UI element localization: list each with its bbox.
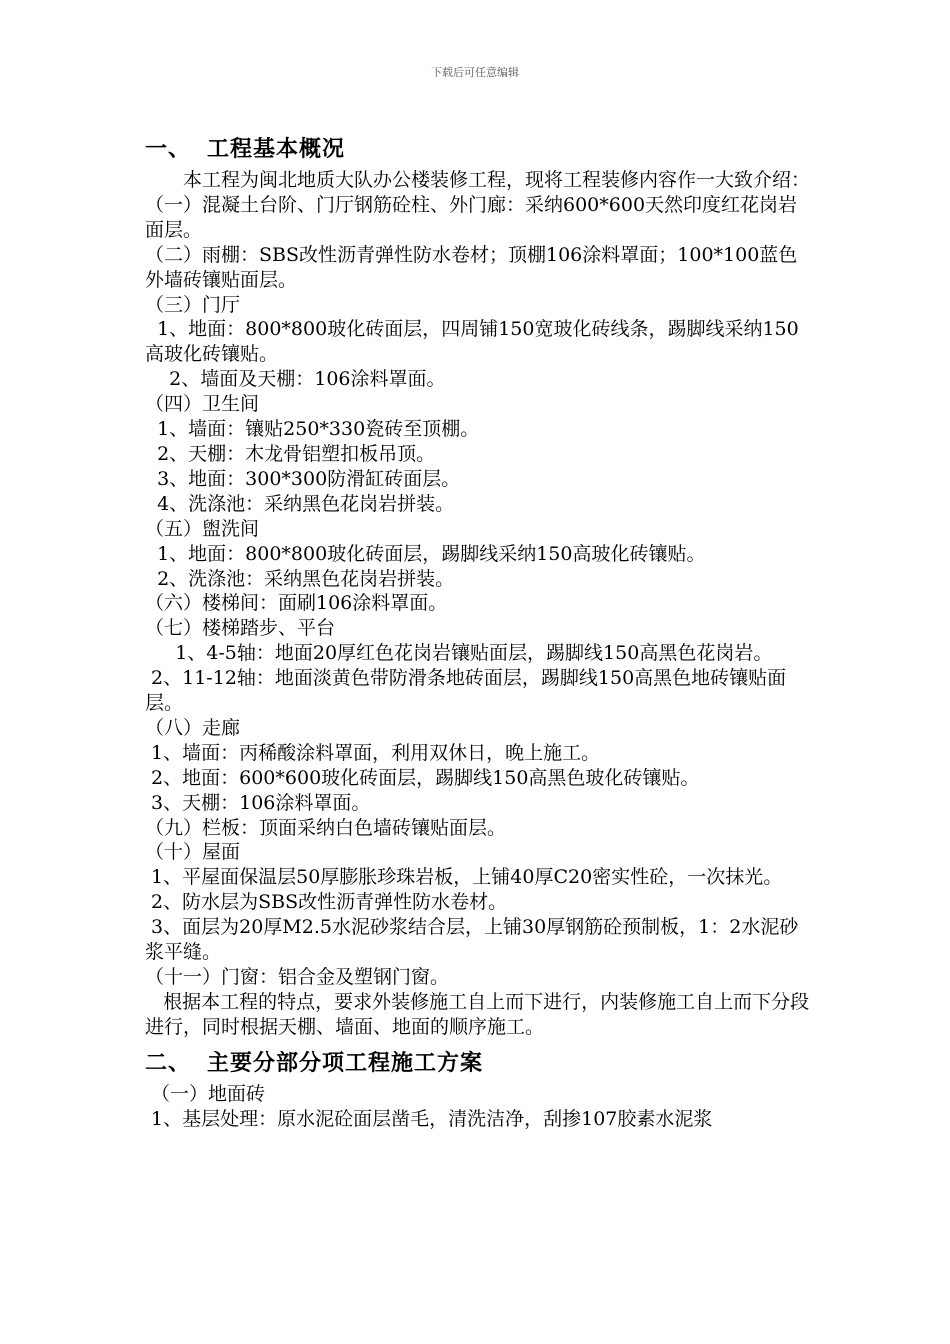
paragraph: （五）盥洗间 — [145, 517, 260, 540]
paragraph: 1、地面：800*800玻化砖面层，踢脚线采纳150高玻化砖镶贴。 — [145, 542, 706, 565]
paragraph: 1、墙面：丙稀酸涂料罩面，利用双休日，晚上施工。 — [145, 741, 601, 764]
paragraph: 3、天棚：106涂料罩面。 — [145, 791, 371, 814]
paragraph: 本工程为闽北地质大队办公楼装修工程，现将工程装修内容作一大致介绍： — [145, 169, 811, 191]
document-body — [145, 132, 815, 1132]
page-header: 下载后可任意编辑 — [431, 66, 519, 79]
paragraph: （三）门厅 — [145, 293, 241, 316]
section-heading-1 — [145, 132, 815, 168]
paragraph: 根据本工程的特点，要求外装修施工自上而下进行，内装修施工自上而下分段进行，同时根据天棚、墙面、地面的顺序施工。 — [145, 990, 810, 1038]
paragraph: （四）卫生间 — [145, 393, 260, 416]
paragraph: （二）雨棚：SBS改性沥青弹性防水卷材；顶棚106涂料罩面；100*100蓝色外墙砖镶贴面层。 — [145, 243, 798, 291]
paragraph: （十一）门窗：铝合金及塑钢门窗。 — [145, 966, 450, 988]
paragraph: 1、平屋面保温层50厚膨胀珍珠岩板，上铺40厚C20密实性砼，一次抹光。 — [145, 866, 783, 889]
paragraph: （六）楼梯间：面刷106涂料罩面。 — [145, 592, 448, 615]
section-2-text — [145, 1082, 815, 1132]
paragraph: 3、地面：300*300防滑缸砖面层。 — [145, 467, 461, 490]
paragraph: （十）屋面 — [145, 841, 241, 864]
paragraph: 2、天棚：木龙骨铝塑扣板吊顶。 — [145, 442, 436, 465]
paragraph: （一）混凝土台阶、门厅钢筋砼柱、外门廊：采纳600*600天然印度红花岗岩面层。 — [145, 193, 798, 241]
section-number: 二、 — [145, 1050, 192, 1076]
section-number: 一、 — [145, 137, 192, 162]
paragraph: （一）地面砖 — [145, 1082, 266, 1105]
section-title: 主要分部分项工程施工方案 — [207, 1050, 484, 1076]
paragraph: 4、洗涤池：采纳黑色花岗岩拼装。 — [145, 492, 455, 515]
paragraph: 3、面层为20厚M2.5水泥砂浆结合层，上铺30厚钢筋砼预制板，1：2水泥砂浆平缝。 — [145, 916, 799, 964]
paragraph: 2、11-12轴：地面淡黄色带防滑条地砖面层，踢脚线150高黑色地砖镶贴面层。 — [145, 667, 787, 715]
section-title: 工程基本概况 — [207, 137, 346, 162]
paragraph: 2、防水层为SBS改性沥青弹性防水卷材。 — [145, 891, 508, 914]
paragraph: （七）楼梯踏步、平台 — [145, 617, 336, 640]
paragraph: 2、墙面及天棚：106涂料罩面。 — [145, 368, 446, 391]
paragraph: 2、洗涤池：采纳黑色花岗岩拼装。 — [145, 567, 455, 590]
section-heading-2 — [145, 1046, 815, 1082]
paragraph: 1、4-5轴：地面20厚红色花岗岩镶贴面层，踢脚线150高黑色花岗岩。 — [145, 642, 773, 665]
paragraph: （八）走廊 — [145, 716, 241, 739]
paragraph: 1、地面：800*800玻化砖面层，四周铺150宽玻化砖线条，踢脚线采纳150高玻化砖镶贴。 — [145, 318, 799, 366]
paragraph: 1、墙面：镶贴250*330瓷砖至顶棚。 — [145, 418, 480, 441]
section-1-text — [145, 168, 815, 1040]
paragraph: 1、基层处理：原水泥砼面层凿毛，清洗洁净，刮掺107胶素水泥浆 — [145, 1107, 713, 1130]
paragraph: （九）栏板：顶面采纳白色墙砖镶贴面层。 — [145, 816, 507, 839]
paragraph: 2、地面：600*600玻化砖面层，踢脚线150高黑色玻化砖镶贴。 — [145, 766, 700, 789]
